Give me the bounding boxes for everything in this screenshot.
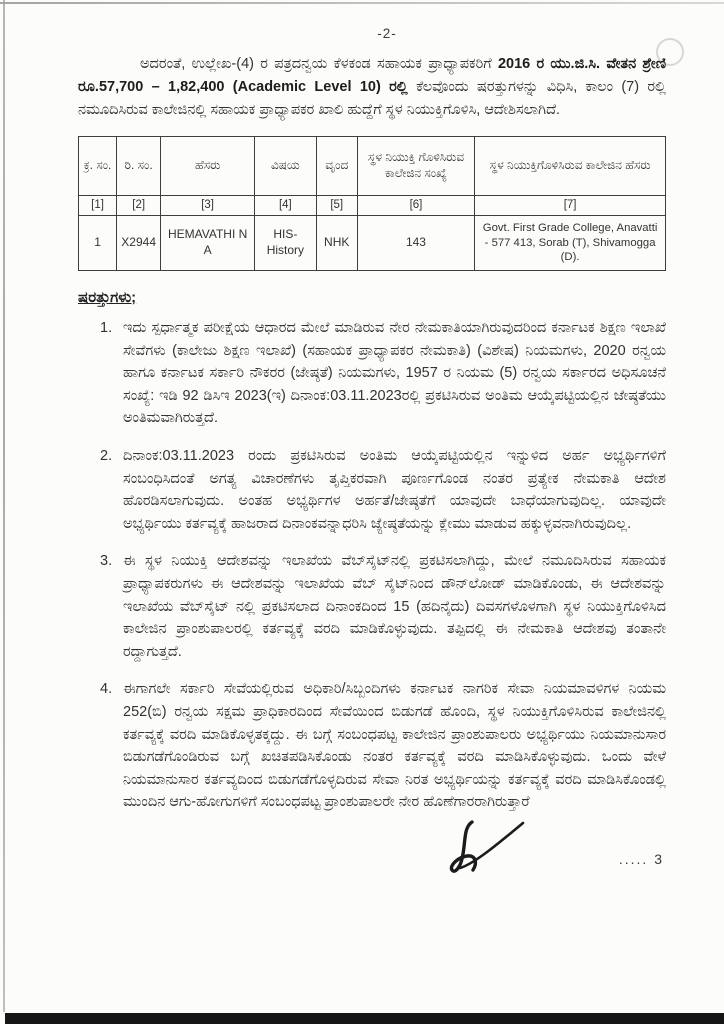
page-footer [78, 821, 666, 883]
intro-text-bold: 2016 ರ ಯು.ಜಿ.ಸಿ. ವೇತನ ಶ್ರೇಣಿ ರೂ.57,700 – 1,82,400 (Academic Level 10) ರಲ್ಲಿ [78, 56, 666, 95]
cell-sl-no: 1 [79, 215, 117, 270]
table-row [79, 215, 666, 270]
cell-subject: HIS-History [255, 215, 317, 270]
condition-item-1 [100, 317, 666, 430]
index-cell: [3] [161, 195, 255, 215]
col-header-r-no: ರಿ. ಸಂ. [117, 136, 161, 195]
condition-item-2 [100, 445, 666, 535]
col-header-cadre: ವೃಂದ [316, 136, 357, 195]
table-header-row [79, 136, 666, 195]
condition-number: 1. [100, 319, 113, 336]
cell-college-name: Govt. First Grade College, Anavatti - 577 413, Sorab (T), Shivamogga (D). [475, 215, 666, 270]
table-index-row [79, 195, 666, 215]
conditions-heading: ಷರತ್ತುಗಳು; [78, 288, 137, 306]
col-header-name: ಹೆಸರು [161, 136, 255, 195]
intro-text-post: ಕೆಲವೊಂದು ಷರತ್ತುಗಳನ್ನು ವಿಧಿಸಿ, ಕಾಲಂ (7) ರಲ್ಲಿ ನಮೂದಿಸಿರುವ ಕಾಲೇಜಿನಲ್ಲಿ ಸಹಾಯಕ ಪ್ರಾಧ್ಯಾಪಕರ ಖಾಲಿ ಹುದ್ದೆಗೆ ಸ್ಥಳ ನಿಯುಕ್ತಿಗೊಳಿಸಿ, ಆದೇಶಿಸಲಾಗಿದೆ. [78, 78, 666, 118]
col-header-sl-no: ಕ್ರ. ಸಂ. [79, 136, 117, 195]
index-cell: [1] [79, 195, 117, 215]
cell-name: HEMAVATHI N A [161, 215, 255, 270]
intro-paragraph [78, 53, 666, 122]
intro-text-pre: ಅದರಂತೆ, ಉಲ್ಲೇಖ-(4) ರ ಪತ್ರದನ್ವಯ ಕೆಳಕಂಡ ಸಹಾಯಕ ಪ್ರಾಧ್ಯಾಪಕರಿಗೆ [140, 56, 498, 72]
posting-table [78, 136, 666, 271]
col-header-college-number: ಸ್ಥಳ ನಿಯುಕ್ತಿ ಗೊಳಿಸಿರುವ ಕಾಲೇಜಿನ ಸಂಖ್ಯೆ [357, 136, 474, 195]
col-header-subject: ವಿಷಯ [255, 136, 317, 195]
page-number: -2- [377, 26, 397, 41]
scan-edge-top [0, 2, 724, 4]
index-cell: [4] [255, 195, 317, 215]
col-header-college-name: ಸ್ಥಳ ನಿಯುಕ್ತಿಗೊಳಿಸಿರುವ ಕಾಲೇಜಿನ ಹೆಸರು [475, 136, 666, 195]
cell-college-number: 143 [357, 215, 474, 270]
index-cell: [2] [117, 195, 161, 215]
signature-mark-icon [447, 819, 531, 877]
cell-r-no: X2944 [117, 215, 161, 270]
cell-cadre: NHK [316, 215, 357, 270]
scan-bottom-bar [5, 1013, 724, 1024]
page-content [78, 26, 666, 883]
condition-text: ಈಗಾಗಲೇ ಸರ್ಕಾರಿ ಸೇವೆಯಲ್ಲಿರುವ ಅಧಿಕಾರಿ/ಸಿಬ್ಬಂದಿಗಳು ಕರ್ನಾಟಕ ನಾಗರಿಕ ಸೇವಾ ನಿಯಮಾವಳಿಗಳ ನಿಯಮ 252(ಬಿ) ರನ್ವಯ ಸಕ್ಷಮ ಪ್ರಾಧಿಕಾರದಿಂದ ಸೇವೆಯಿಂದ ಬಿಡುಗಡೆ ಹೊಂದಿ, ಸ್ಥಳ ನಿಯುಕ್ತಿಗೊಳಿಸಿರುವ ಕಾಲೇಜಿನಲ್ಲಿ ಕರ್ತವ್ಯಕ್ಕೆ ವರದಿ ಮಾಡಿಕೊಳ್ಳತಕ್ಕದ್ದು. ಈ ಬಗ್ಗೆ ಸಂಬಂಧಪಟ್ಟ ಕಾಲೇಜಿನ ಪ್ರಾಂಶುಪಾಲರು ಅಭ್ಯರ್ಥಿಯು ನಿಯಮಾನುಸಾರ ಬಿಡುಗಡೆಗೊಂಡಿರುವ ಬಗ್ಗೆ ಖಚಿತಪಡಿಸಿಕೊಂಡು ನಂತರ ಕರ್ತವ್ಯಕ್ಕೆ ವರದಿ ಮಾಡಿಸಿಕೊಳ್ಳುವುದು. ಒಂದು ವೇಳೆ ನಿಯಮಾನುಸಾರ ಕರ್ತವ್ಯದಿಂದ ಬಿಡುಗಡೆಗೊಳ್ಳದಿರುವ ಸೇವಾ ನಿರತ ಅಭ್ಯರ್ಥಿಯನ್ನು ಕರ್ತವ್ಯಕ್ಕೆ ವರದಿ ಮಾಡಿಸಿಕೊಂಡಲ್ಲಿ ಮುಂದಿನ ಆಗು-ಹೋಗುಗಳಿಗೆ ಸಂಬಂಧಪಟ್ಟ ಪ್ರಾಂಶುಪಾಲರೇ ನೇರ ಹೊಣೆಗಾರರಾಗಿರುತ್ತಾರೆ [123, 681, 666, 811]
condition-item-4 [100, 678, 666, 814]
page-continuation: ..... 3 [618, 851, 664, 868]
condition-text: ಈ ಸ್ಥಳ ನಿಯುಕ್ತಿ ಆದೇಶವನ್ನು ಇಲಾಖೆಯ ವೆಬ್‌ಸೈಟ್‌ನಲ್ಲಿ ಪ್ರಕಟಿಸಲಾಗಿದ್ದು, ಮೇಲೆ ನಮೂದಿಸಿರುವ ಸಹಾಯಕ ಪ್ರಾಧ್ಯಾಪಕರುಗಳು ಈ ಆದೇಶವನ್ನು ಇಲಾಖೆಯ ವೆಬ್ ಸೈಟ್‌ನಿಂದ ಡೌನ್‌ಲೋಡ್ ಮಾಡಿಕೊಂಡು, ಈ ಆದೇಶವನ್ನು ಇಲಾಖೆಯ ವೆಬ್‌ಸೈಟ್ ನಲ್ಲಿ ಪ್ರಕಟಿಸಲಾದ ದಿನಾಂಕದಿಂದ 15 (ಹದಿನೈದು) ದಿವಸಗಳೊಳಗಾಗಿ ಸ್ಥಳ ನಿಯುಕ್ತಿಗೊಳಿಸಿದ ಕಾಲೇಜಿನ ಪ್ರಾಂಶುಪಾಲರಲ್ಲಿ ಕರ್ತವ್ಯಕ್ಕೆ ವರದಿ ಮಾಡಿಕೊಳ್ಳುವುದು. ತಪ್ಪಿದಲ್ಲಿ ಈ ನೇಮಕಾತಿ ಆದೇಶವು ತಂತಾನೇ ರದ್ದಾಗುತ್ತದೆ. [123, 553, 666, 660]
condition-text: ದಿನಾಂಕ:03.11.2023 ರಂದು ಪ್ರಕಟಿಸಿರುವ ಅಂತಿಮ ಆಯ್ಕೆಪಟ್ಟಿಯಲ್ಲಿನ ಇನ್ನುಳಿದ ಅರ್ಹ ಅಭ್ಯರ್ಥಿಗಳಿಗೆ ಸಂಬಂಧಿಸಿದಂತೆ ಅಗತ್ಯ ವಿಚಾರಣೆಗಳು ತೃಪ್ತಿಕರವಾಗಿ ಪೂರ್ಣಗೊಂಡ ನಂತರ ಪ್ರತ್ಯೇಕ ನೇಮಕಾತಿ ಆದೇಶ ಹೊರಡಿಸಲಾಗುವುದು. ಅಂತಹ ಅಭ್ಯರ್ಥಿಗಳ ಅರ್ಹತೆ/ಜೇಷ್ಠತೆಗೆ ಯಾವುದೇ ಬಾಧೆಯಾಗುವುದಿಲ್ಲ. ಯಾವುದೇ ಅಭ್ಯರ್ಥಿಯು ಕರ್ತವ್ಯಕ್ಕೆ ಹಾಜರಾದ ದಿನಾಂಕವನ್ನಾಧರಿಸಿ ಜ್ಯೇಷ್ಠತೆಯನ್ನು ಕ್ಲೇಮು ಮಾಡುವ ಹಕ್ಕುಳ್ಳವನಾಗಿರುವುದಿಲ್ಲ. [123, 447, 666, 532]
condition-number: 2. [100, 447, 113, 464]
index-cell: [5] [316, 195, 357, 215]
scan-edge-left [3, 0, 5, 1012]
condition-number: 4. [100, 681, 113, 698]
condition-number: 3. [100, 553, 113, 570]
index-cell: [6] [357, 195, 474, 215]
index-cell: [7] [475, 195, 666, 215]
condition-item-3 [100, 550, 666, 663]
condition-text: ಇದು ಸ್ಪರ್ಧಾತ್ಮಕ ಪರೀಕ್ಷೆಯ ಆಧಾರದ ಮೇಲೆ ಮಾಡಿರುವ ನೇರ ನೇಮಕಾತಿಯಾಗಿರುವುದರಿಂದ ಕರ್ನಾಟಕ ಶಿಕ್ಷಣ ಇಲಾಖೆ ಸೇವೆಗಳು (ಕಾಲೇಜು ಶಿಕ್ಷಣ ಇಲಾಖೆ) (ಸಹಾಯಕ ಪ್ರಾಧ್ಯಾಪಕರ ನೇಮಕಾತಿ) (ವಿಶೇಷ) ನಿಯಮಗಳು, 2020 ರನ್ವಯ ಹಾಗೂ ಕರ್ನಾಟಕ ಸರ್ಕಾರಿ ನೌಕರರ (ಜೇಷ್ಠತೆ) ನಿಯಮಗಳು, 1957 ರ ನಿಯಮ (5) ರನ್ವಯ ಸರ್ಕಾರದ ಅಧಿಸೂಚನೆ ಸಂಖ್ಯೆ: ಇಡಿ 92 ಡಿಸಿಇ 2023(ಇ) ದಿನಾಂಕ:03.11.2023ರಲ್ಲಿ ಪ್ರಕಟಿಸಿರುವ ಅಂತಿಮ ಆಯ್ಕೆಪಟ್ಟಿಯಲ್ಲಿನ ಜೇಷ್ಠತೆಯು ಅಂತಿಮವಾಗಿರುತ್ತದೆ. [123, 319, 666, 427]
